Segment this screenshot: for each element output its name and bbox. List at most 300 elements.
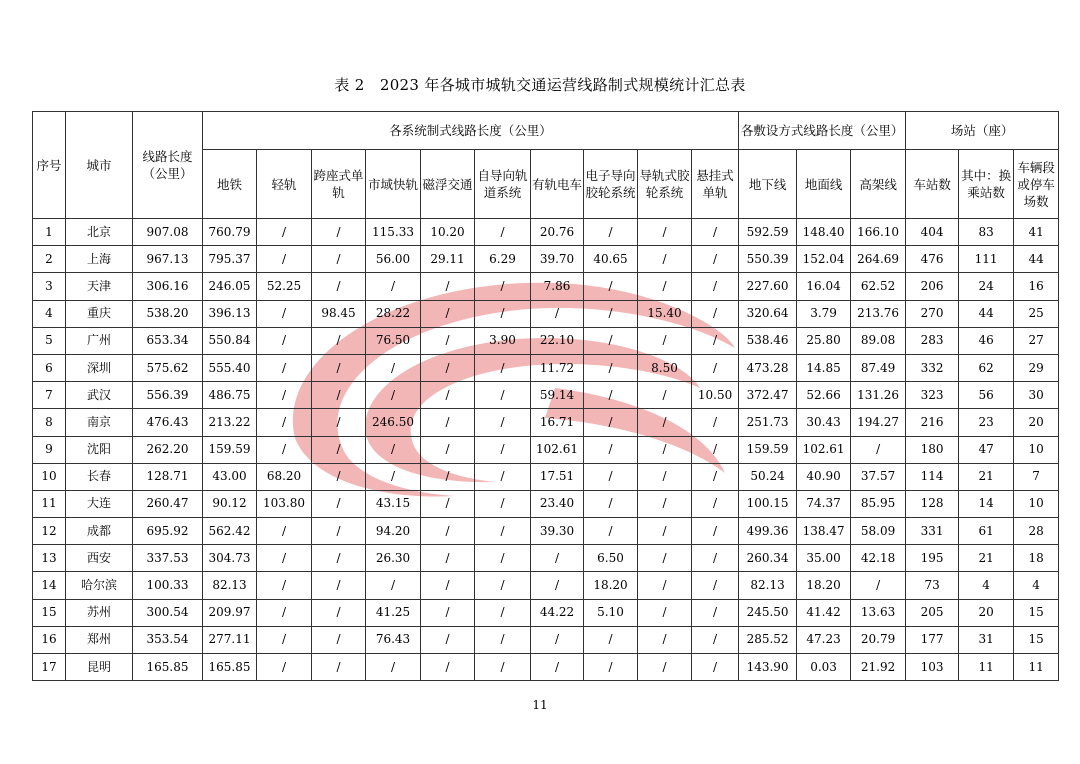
table-cell: / [366,382,421,409]
table-cell: 331 [906,518,959,545]
table-cell: 16 [1014,273,1059,300]
table-cell: 44.22 [531,599,584,626]
table-cell: 41.42 [797,599,851,626]
header-system-tram: 有轨电车 [531,150,584,219]
row-seq: 6 [33,354,66,381]
table-cell: / [312,545,366,572]
table-cell: 29 [1014,354,1059,381]
header-system-suspended: 悬挂式单轨 [692,150,739,219]
table-cell: / [257,654,312,681]
table-cell: 396.13 [203,300,257,327]
table-cell: 14 [959,490,1014,517]
table-cell: 300.54 [133,599,203,626]
table-cell: / [421,409,475,436]
table-cell: 143.90 [739,654,797,681]
table-cell: 56.00 [366,246,421,273]
row-city: 哈尔滨 [66,572,133,599]
table-cell: / [851,436,906,463]
table-cell: 85.95 [851,490,906,517]
table-cell: / [692,654,739,681]
table-cell: / [584,382,638,409]
table-cell: / [421,463,475,490]
table-cell: 131.26 [851,382,906,409]
page-title: 表 2 2023 年各城市城轨交通运营线路制式规模统计汇总表 [334,76,746,94]
table-cell: / [692,300,739,327]
table-cell: 6.50 [584,545,638,572]
table-cell: / [584,436,638,463]
table-cell: / [312,572,366,599]
table-cell: 17.51 [531,463,584,490]
table-cell: 82.13 [203,572,257,599]
table-cell: 205 [906,599,959,626]
table-cell: 20 [959,599,1014,626]
row-city: 昆明 [66,654,133,681]
table-cell: 25 [1014,300,1059,327]
table-cell: 18.20 [584,572,638,599]
table-cell: 26.30 [366,545,421,572]
header-station-transfer: 其中：换乘站数 [959,150,1014,219]
row-city: 深圳 [66,354,133,381]
table-cell: / [692,327,739,354]
table-cell: 16.04 [797,273,851,300]
table-cell: / [475,599,531,626]
table-cell: 262.20 [133,436,203,463]
table-cell: 44 [1014,246,1059,273]
table-cell: / [475,572,531,599]
table-cell: / [638,382,692,409]
table-cell: 128.71 [133,463,203,490]
table-cell: 10 [1014,436,1059,463]
table-cell: 11 [1014,654,1059,681]
table-cell: 98.45 [312,300,366,327]
table-row [33,626,1059,653]
table-cell: 46 [959,327,1014,354]
table-cell: 306.16 [133,273,203,300]
header-system-maglev: 磁浮交通 [421,150,475,219]
table-cell: 152.04 [797,246,851,273]
table-cell: 100.33 [133,572,203,599]
row-city: 沈阳 [66,436,133,463]
table-cell: 7 [1014,463,1059,490]
table-cell: 8.50 [638,354,692,381]
table-cell: / [421,354,475,381]
table-cell: 15 [1014,626,1059,653]
table-cell: / [312,409,366,436]
row-seq: 2 [33,246,66,273]
table-cell: 20.79 [851,626,906,653]
row-city: 长春 [66,463,133,490]
table-row [33,599,1059,626]
table-cell: / [312,436,366,463]
table-cell: 28.22 [366,300,421,327]
row-city: 上海 [66,246,133,273]
table-cell: 102.61 [531,436,584,463]
table-cell: / [421,436,475,463]
table-cell: 30 [1014,382,1059,409]
table-cell: 10.50 [692,382,739,409]
table-cell: 44 [959,300,1014,327]
table-cell: 575.62 [133,354,203,381]
table-row [33,545,1059,572]
row-seq: 16 [33,626,66,653]
table-cell: / [366,273,421,300]
table-cell: 28 [1014,518,1059,545]
table-cell: 21.92 [851,654,906,681]
table-cell: / [257,518,312,545]
header-system-art: 电子导向胶轮系统 [584,150,638,219]
table-cell: 138.47 [797,518,851,545]
table-cell: / [257,626,312,653]
table-cell: 251.73 [739,409,797,436]
table-cell: 0.03 [797,654,851,681]
row-seq: 13 [33,545,66,572]
table-cell: 3.90 [475,327,531,354]
row-city: 天津 [66,273,133,300]
table-cell: 213.22 [203,409,257,436]
header-laying-underground: 地下线 [739,150,797,219]
table-cell: 11 [959,654,1014,681]
table-cell: 62 [959,354,1014,381]
row-seq: 15 [33,599,66,626]
table-cell: / [312,273,366,300]
table-cell: / [312,327,366,354]
table-row [33,409,1059,436]
table-cell: / [584,463,638,490]
table-cell: 58.09 [851,518,906,545]
table-cell: 550.39 [739,246,797,273]
table-cell: 246.05 [203,273,257,300]
table-cell: 128 [906,490,959,517]
row-seq: 14 [33,572,66,599]
table-cell: / [312,463,366,490]
table-cell: 43.15 [366,490,421,517]
table-cell: 538.46 [739,327,797,354]
header-seq: 序号 [33,112,66,219]
header-group-system: 各系统制式线路长度（公里） [203,112,739,150]
table-cell: 89.08 [851,327,906,354]
table-row [33,382,1059,409]
table-cell: 16.71 [531,409,584,436]
table-cell: / [584,490,638,517]
table-cell: 114 [906,463,959,490]
table-cell: / [531,572,584,599]
table-cell: 180 [906,436,959,463]
table-cell: / [475,654,531,681]
table-cell: 18.20 [797,572,851,599]
table-cell: / [584,327,638,354]
table-cell: / [638,572,692,599]
header-group-station: 场站（座） [906,112,1059,150]
table-cell: / [257,219,312,246]
table-cell: 90.12 [203,490,257,517]
table-cell: 102.61 [797,436,851,463]
table-cell: 404 [906,219,959,246]
table-cell: / [475,354,531,381]
table-cell: 111 [959,246,1014,273]
table-cell: 76.50 [366,327,421,354]
table-cell: / [638,545,692,572]
table-cell: / [692,545,739,572]
row-seq: 10 [33,463,66,490]
header-station-depot: 车辆段或停车场数 [1014,150,1059,219]
table-cell: 40.90 [797,463,851,490]
table-cell: 476.43 [133,409,203,436]
table-cell: 695.92 [133,518,203,545]
table-cell: / [692,599,739,626]
table-cell: / [692,626,739,653]
table-cell: / [584,409,638,436]
table-cell: 3.79 [797,300,851,327]
table-cell: 227.60 [739,273,797,300]
table-cell: 21 [959,545,1014,572]
table-cell: / [312,599,366,626]
table-cell: / [531,300,584,327]
table-cell: 320.64 [739,300,797,327]
table-cell: / [475,300,531,327]
row-seq: 7 [33,382,66,409]
table-cell: 967.13 [133,246,203,273]
table-cell: 7.86 [531,273,584,300]
row-seq: 4 [33,300,66,327]
table-cell: / [421,490,475,517]
table-cell: / [638,409,692,436]
table-cell: / [531,654,584,681]
table-cell: / [692,490,739,517]
table-cell: 277.11 [203,626,257,653]
table-cell: 245.50 [739,599,797,626]
table-cell: 15.40 [638,300,692,327]
table-cell: 476 [906,246,959,273]
table-cell: / [638,654,692,681]
table-cell: / [257,572,312,599]
table-cell: / [257,300,312,327]
table-cell: 10.20 [421,219,475,246]
table-cell: 760.79 [203,219,257,246]
table-cell: 486.75 [203,382,257,409]
table-cell: 42.18 [851,545,906,572]
table-cell: / [475,273,531,300]
row-city: 重庆 [66,300,133,327]
table-cell: / [421,654,475,681]
table-cell: / [584,354,638,381]
table-cell: / [692,409,739,436]
table-cell: 43.00 [203,463,257,490]
table-cell: 29.11 [421,246,475,273]
table-cell: / [475,382,531,409]
header-laying-elevated: 高架线 [851,150,906,219]
table-cell: / [366,463,421,490]
table-cell: / [312,354,366,381]
table-cell: / [312,518,366,545]
table-cell: 14.85 [797,354,851,381]
table-cell: 56 [959,382,1014,409]
table-cell: / [692,436,739,463]
table-cell: 30.43 [797,409,851,436]
table-cell: / [257,246,312,273]
table-row [33,463,1059,490]
table-cell: 25.80 [797,327,851,354]
table-cell: 73 [906,572,959,599]
table-cell: 23.40 [531,490,584,517]
table-cell: 264.69 [851,246,906,273]
table-cell: / [312,490,366,517]
table-cell: / [584,273,638,300]
table-cell: / [638,436,692,463]
table-cell: / [692,354,739,381]
table-cell: 68.20 [257,463,312,490]
table-cell: 59.14 [531,382,584,409]
table-cell: 61 [959,518,1014,545]
table-cell: 35.00 [797,545,851,572]
table-cell: 87.49 [851,354,906,381]
table-cell: 246.50 [366,409,421,436]
table-cell: 323 [906,382,959,409]
table-cell: 23 [959,409,1014,436]
table-cell: / [638,490,692,517]
table-cell: 20.76 [531,219,584,246]
table-cell: 653.34 [133,327,203,354]
table-cell: / [257,599,312,626]
table-cell: / [257,409,312,436]
header-length: 线路长度（公里） [133,112,203,219]
table-cell: 270 [906,300,959,327]
table-cell: 285.52 [739,626,797,653]
table-cell: / [421,518,475,545]
table-cell: / [366,654,421,681]
row-seq: 3 [33,273,66,300]
table-row [33,219,1059,246]
table-cell: 40.65 [584,246,638,273]
table-cell: / [692,572,739,599]
table-cell: 18 [1014,545,1059,572]
table-cell: 216 [906,409,959,436]
table-row [33,354,1059,381]
table-cell: 195 [906,545,959,572]
table-cell: / [257,327,312,354]
table-cell: / [257,436,312,463]
table-cell: 100.15 [739,490,797,517]
table-cell: 39.30 [531,518,584,545]
table-cell: / [638,599,692,626]
table-cell: 20 [1014,409,1059,436]
table-cell: / [475,626,531,653]
table-cell: / [584,518,638,545]
table-cell: 260.34 [739,545,797,572]
table-cell: 31 [959,626,1014,653]
table-cell: / [366,436,421,463]
stats-table [32,111,1059,681]
table-cell: 39.70 [531,246,584,273]
table-cell: / [257,382,312,409]
table-cell: 206 [906,273,959,300]
table-cell: / [257,545,312,572]
table-cell: / [692,273,739,300]
table-cell: 194.27 [851,409,906,436]
table-cell: 499.36 [739,518,797,545]
header-system-monorail: 跨座式单轨 [312,150,366,219]
table-cell: / [421,626,475,653]
table-cell: 159.59 [739,436,797,463]
table-cell: 21 [959,463,1014,490]
header-city: 城市 [66,112,133,219]
table-cell: / [638,463,692,490]
table-cell: 47 [959,436,1014,463]
table-cell: 82.13 [739,572,797,599]
row-seq: 8 [33,409,66,436]
table-cell: / [475,490,531,517]
table-cell: / [692,246,739,273]
row-seq: 12 [33,518,66,545]
table-cell: / [312,246,366,273]
table-cell: 372.47 [739,382,797,409]
table-cell: / [421,572,475,599]
table-cell: / [638,273,692,300]
table-cell: / [475,436,531,463]
table-row [33,654,1059,681]
table-cell: / [638,246,692,273]
table-cell: 62.52 [851,273,906,300]
table-cell: 83 [959,219,1014,246]
table-row [33,490,1059,517]
page-number: 11 [532,698,548,712]
row-seq: 11 [33,490,66,517]
table-cell: 907.08 [133,219,203,246]
table-cell: 41.25 [366,599,421,626]
table-cell: / [312,654,366,681]
table-cell: / [421,382,475,409]
table-row [33,572,1059,599]
table-cell: / [475,518,531,545]
table-row [33,436,1059,463]
row-city: 大连 [66,490,133,517]
table-cell: / [312,382,366,409]
header-system-lightrail: 轻轨 [257,150,312,219]
table-cell: / [421,273,475,300]
table-cell: 166.10 [851,219,906,246]
table-cell: 47.23 [797,626,851,653]
table-cell: / [692,518,739,545]
table-row [33,246,1059,273]
table-cell: 304.73 [203,545,257,572]
table-cell: / [692,463,739,490]
table-cell: / [584,626,638,653]
table-cell: / [638,327,692,354]
table-cell: 52.25 [257,273,312,300]
table-cell: / [692,219,739,246]
table-cell: 165.85 [133,654,203,681]
table-cell: 159.59 [203,436,257,463]
table-cell: 550.84 [203,327,257,354]
table-cell: 103 [906,654,959,681]
table-cell: 11.72 [531,354,584,381]
header-group-laying: 各敷设方式线路长度（公里） [739,112,906,150]
table-cell: 5.10 [584,599,638,626]
table-cell: 115.33 [366,219,421,246]
table-cell: 332 [906,354,959,381]
row-seq: 1 [33,219,66,246]
row-seq: 5 [33,327,66,354]
table-cell: 22.10 [531,327,584,354]
table-cell: 353.54 [133,626,203,653]
table-cell: 4 [959,572,1014,599]
row-city: 成都 [66,518,133,545]
table-cell: / [531,545,584,572]
table-cell: 562.42 [203,518,257,545]
table-cell: 592.59 [739,219,797,246]
row-city: 南京 [66,409,133,436]
table-cell: 76.43 [366,626,421,653]
table-cell: 37.57 [851,463,906,490]
